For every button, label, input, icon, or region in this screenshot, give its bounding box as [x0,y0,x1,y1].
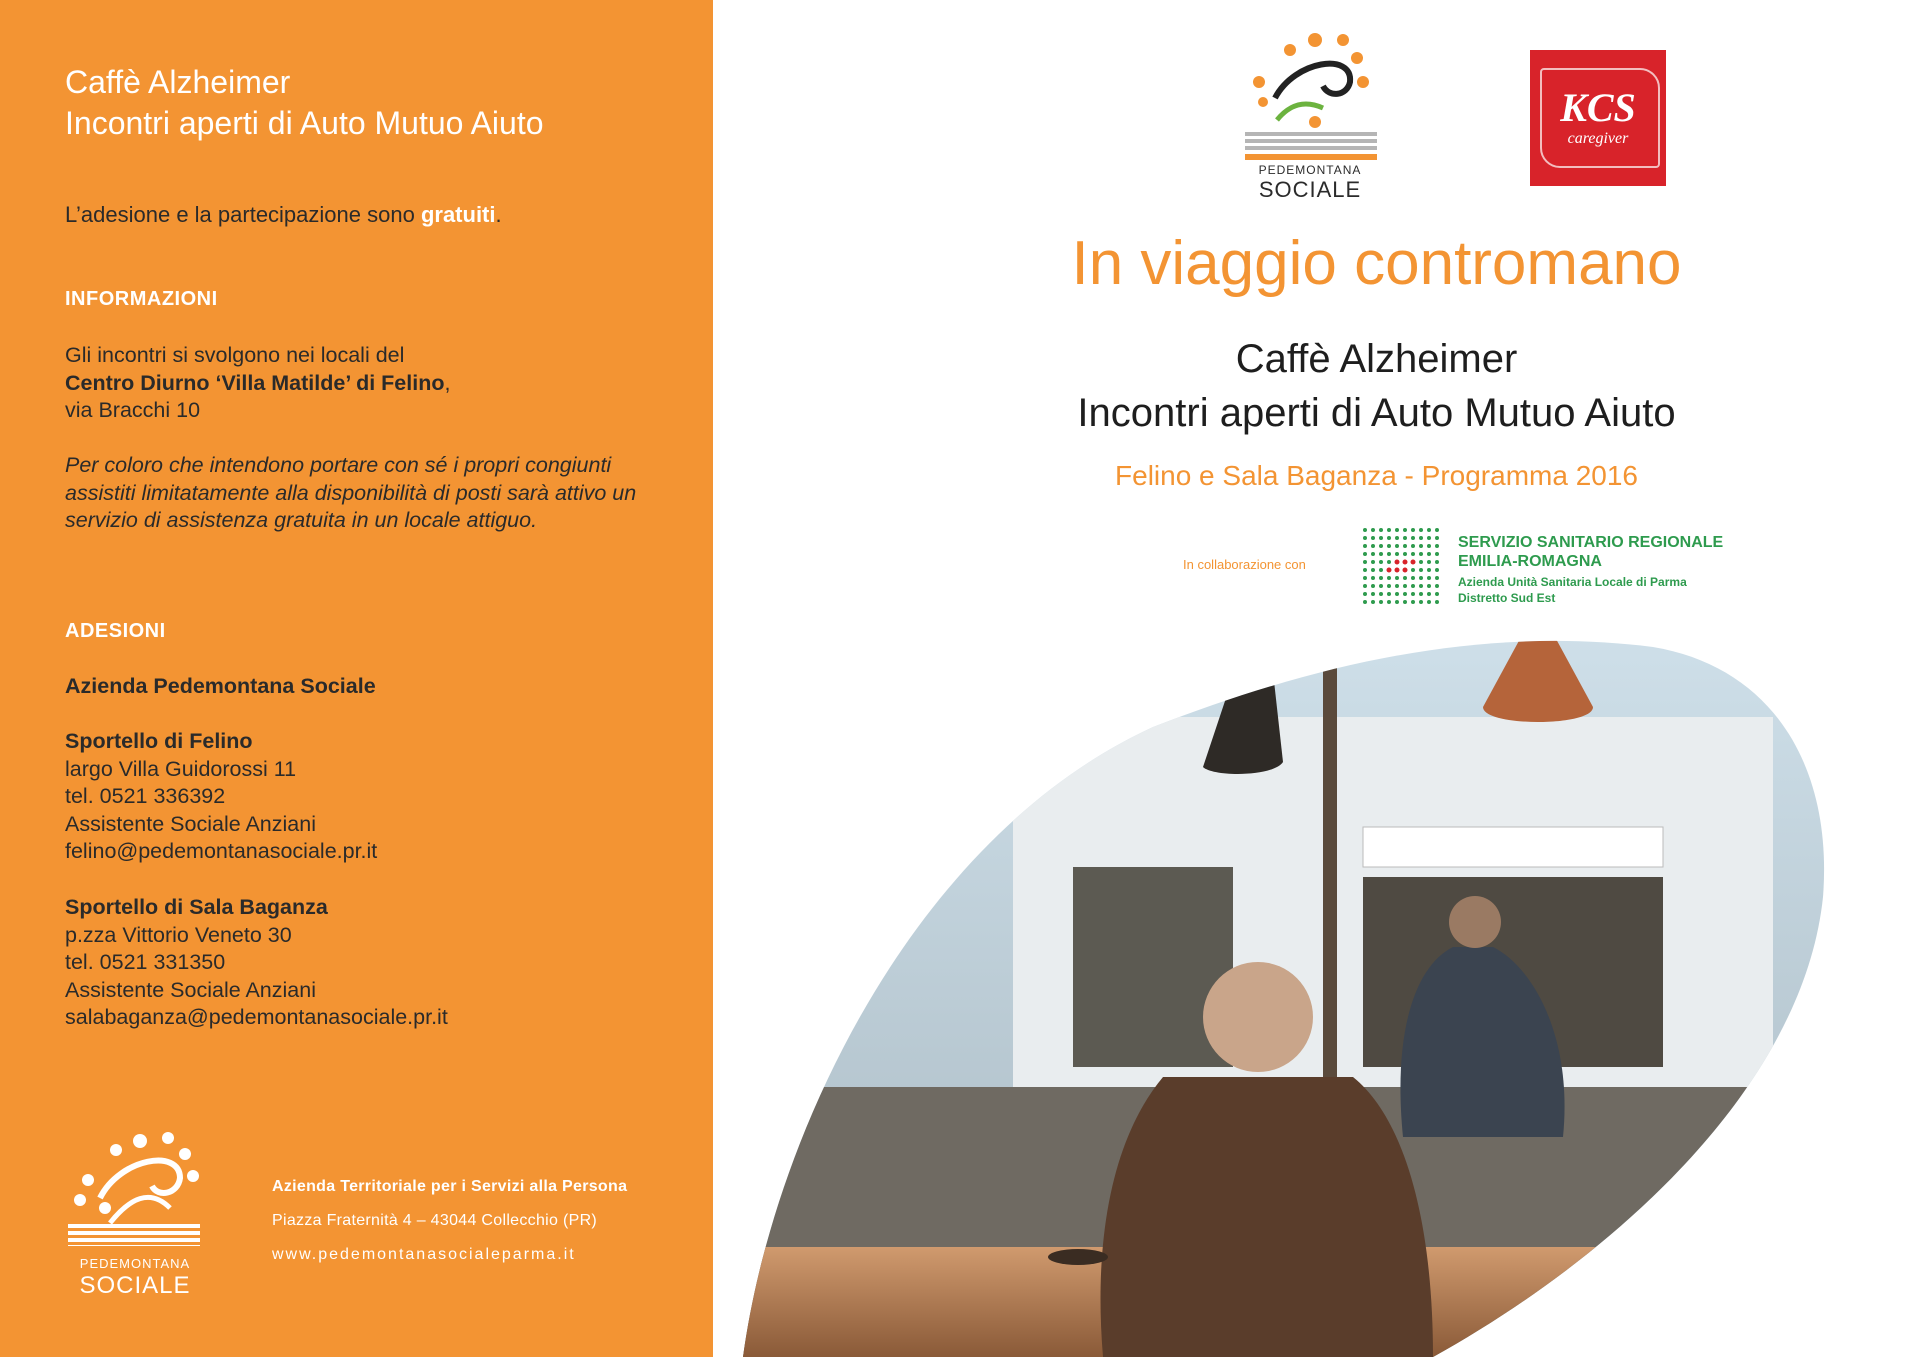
left-title-line1: Caffè Alzheimer [65,64,291,100]
kcs-sub: caregiver [1567,130,1629,147]
pedemontana-logo-bottom: SOCIALE [1258,177,1362,202]
pedemontana-logo-bars [1245,132,1377,152]
ssr-line2: EMILIA-ROMAGNA [1458,553,1602,570]
subtitle-line1: Caffè Alzheimer [1235,337,1518,381]
felino-address: largo Villa Guidorossi 11 [65,756,297,781]
info-heading: INFORMAZIONI [65,288,218,310]
left-title-line2: Incontri aperti di Auto Mutuo Aiuto [65,105,544,141]
collab-label: In collaborazione con [1183,557,1306,572]
ssr-line1: SERVIZIO SANITARIO REGIONALE [1458,534,1724,551]
pedemontana-logo-top: PEDEMONTANA [1258,163,1362,177]
footer-logo-bottom: SOCIALE [79,1272,191,1299]
azienda-bold: Azienda Pedemontana Sociale [65,674,376,698]
main-title: In viaggio contromano [1071,229,1682,298]
ssr-dot-grid-icon [1361,526,1443,606]
footer-logo-top: PEDEMONTANA [79,1256,191,1271]
footer-website[interactable]: www.pedemontanasocialeparma.it [272,1246,576,1263]
free-suffix: . [495,202,502,227]
info-location: Centro Diurno ‘Villa Matilde’ di Felino [65,370,445,395]
sala-role: Assistente Sociale Anziani [65,977,316,1002]
kcs-main: KCS [1560,85,1636,130]
footer-line1: Azienda Territoriale per i Servizi alla Persona [272,1178,628,1195]
felino-tel: tel. 0521 336392 [65,784,226,808]
adesioni-heading: ADESIONI [65,620,166,642]
info-text [65,342,665,425]
pedemontana-logo-orange-bar [1245,154,1377,160]
footer-line2: Piazza Fraternità 4 – 43044 Collecchio (PR) [272,1212,598,1229]
sala-tel: tel. 0521 331350 [65,950,226,974]
photo-pole [1323,617,1337,1137]
felino-email[interactable]: felino@pedemontanasociale.pr.it [65,839,378,863]
sala-name: Sportello di Sala Baganza [65,895,328,919]
footer-logo [60,1128,220,1308]
felino-contact [65,728,665,866]
right-panel [713,0,1920,1357]
ssr-line3: Azienda Unità Sanitaria Locale di Parma [1458,575,1687,589]
coffee-cup-icon [1048,1249,1108,1265]
glass-icon [1643,1207,1688,1277]
person-front-head [1203,962,1313,1072]
sala-contact [65,894,665,1032]
left-title [65,62,685,144]
sala-email[interactable]: salabaganza@pedemontanasociale.pr.it [65,1005,448,1029]
program-text: Felino e Sala Baganza - Programma 2016 [1115,460,1638,491]
pedemontana-logo-icon [1235,30,1385,140]
footer-logo-bars [68,1224,200,1246]
ssr-text [1458,533,1723,606]
felino-role: Assistente Sociale Anziani [65,811,316,836]
left-panel [0,0,713,1357]
free-participation-text [65,201,502,228]
info-line2-suffix: , [444,370,451,395]
subtitle-line2: Incontri aperti di Auto Mutuo Aiuto [1077,391,1676,435]
cafe-photo [713,617,1920,1357]
subtitle [713,332,1920,440]
ssr-line4: Distretto Sud Est [1458,591,1556,605]
free-prefix: L’adesione e la partecipazione sono [65,202,421,227]
pedemontana-logo [1235,30,1385,205]
felino-name: Sportello di Felino [65,729,253,753]
person-front-icon [1101,1077,1434,1357]
kcs-logo [1530,50,1666,186]
pedemontana-figure-icon [60,1128,220,1238]
info-address: via Bracchi 10 [65,398,201,422]
photo-window-frame [1363,827,1663,867]
info-italic-note: Per coloro che intendono portare con sé i propri congiunti assistiti limitatamente alla disponibilità di posti sarà attivo un servizio di assistenza gratuita in un locale attiguo. [65,453,637,532]
person-back-head [1449,896,1501,948]
sala-address: p.zza Vittorio Veneto 30 [65,922,292,947]
free-bold: gratuiti [420,202,496,227]
azienda-name [65,673,665,701]
info-line1: Gli incontri si svolgono nei locali del [65,343,405,367]
